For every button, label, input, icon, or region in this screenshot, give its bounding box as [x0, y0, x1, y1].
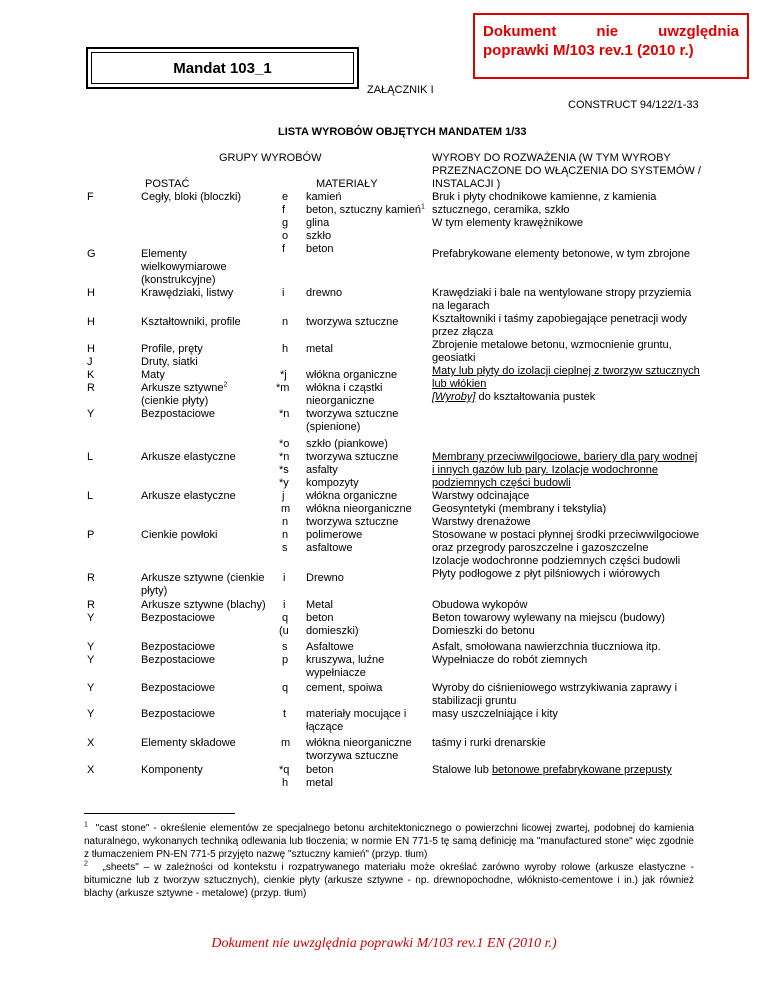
material-code: i: [283, 572, 286, 584]
material-cell: metal: [306, 777, 333, 789]
material-cell: włókna organiczne: [306, 369, 398, 381]
product-cell-italic: [Wyroby]: [432, 391, 476, 403]
group-letter: Y: [87, 408, 95, 420]
product-cell: Domieszki do betonu: [432, 625, 535, 637]
product-cell: [432, 391, 595, 404]
material-cell: beton: [306, 612, 334, 624]
product-cell: stabilizacji gruntu: [432, 695, 517, 707]
product-cell-underlined: betonowe prefabrykowane przepusty: [491, 764, 672, 776]
group-letter: R: [87, 382, 95, 394]
material-code: s: [282, 641, 288, 653]
material-code: h: [282, 777, 289, 789]
product-cell: Asfalt, smołowana nawierzchnia tłuczniowa itp.: [432, 641, 661, 653]
material-cell-text: beton, sztuczny kamień: [306, 204, 421, 216]
material-cell: nieorganiczne: [306, 395, 375, 407]
material-cell: kamień: [306, 191, 342, 203]
product-cell: Warstwy odcinające: [432, 490, 530, 502]
form-cell: Arkusze elastyczne: [141, 451, 236, 463]
group-letter: Y: [87, 641, 95, 653]
material-code: j: [282, 490, 285, 502]
group-letter: Y: [87, 708, 95, 720]
material-cell: (spienione): [306, 421, 361, 433]
group-letter: L: [87, 451, 94, 463]
material-cell: włókna nieorganiczne: [306, 503, 412, 515]
material-cell: szkło: [306, 230, 332, 242]
material-cell: cement, spoiwa: [306, 682, 383, 694]
stamp-line-2: poprawki M/103 rev.1 (2010 r.): [483, 42, 694, 59]
material-cell: szkło (piankowe): [306, 438, 388, 450]
material-cell: materiały mocujące i: [306, 708, 407, 720]
material-code: *n: [279, 451, 290, 463]
header-groups: GRUPY WYROBÓW: [219, 152, 322, 164]
form-cell: Maty: [141, 369, 165, 381]
material-code: i: [283, 599, 286, 611]
header-materials: MATERIAŁY: [316, 178, 378, 190]
group-letter: X: [87, 764, 95, 776]
header-form: POSTAĆ: [145, 178, 190, 190]
footnote-ref: 1: [420, 203, 425, 211]
material-code: *m: [276, 382, 290, 394]
material-cell: tworzywa sztuczne: [306, 408, 399, 420]
product-cell: Beton towarowy wylewany na miejscu (budowy): [432, 612, 665, 624]
material-cell: asfalty: [306, 464, 338, 476]
product-cell: Wyroby do ciśnieniowego wstrzykiwania zaprawy i: [432, 682, 678, 694]
form-cell: Cegły, bloki (bloczki): [141, 191, 242, 203]
material-cell: włókna organiczne: [306, 490, 398, 502]
product-cell: Zbrojenie metalowe betonu, wzmocnienie gruntu,: [432, 339, 672, 351]
material-code: *y: [279, 477, 289, 489]
mandate-title: Mandat 103_1: [91, 52, 354, 84]
material-code: *s: [279, 464, 289, 476]
footer-revision-note: Dokument nie uwzględnia poprawki M/103 rev.1 EN (2010 r.): [211, 936, 557, 951]
footnote-2-text: „sheets" – w zależności od kontekstu i rozpatrywanego materiału może określać zarówno wyroby rolowe (arkusze elastyczne - bitumiczne lub z tworzyw sztucznych), cienkie płyty (arkusze sztywne - np. drewnopochodne, włóknisto-cementowe i in.) jak również blachy (arkusze sztywne - metalowe) (przyp. tłum): [84, 862, 694, 899]
material-cell: łączące: [306, 721, 344, 733]
header-products-3: INSTALACJI ): [432, 178, 501, 190]
material-cell: Asfaltowe: [306, 641, 354, 653]
product-cell: na legarach: [432, 300, 490, 312]
material-cell: wypełniacze: [306, 667, 366, 679]
mandate-title-box: [86, 47, 359, 89]
material-cell: domieszki): [306, 625, 359, 637]
product-cell: W tym elementy krawężnikowe: [432, 217, 583, 229]
product-cell: Obudowa wykopów: [432, 599, 528, 611]
form-cell-text: Arkusze sztywne: [141, 382, 224, 394]
form-cell: (cienkie płyty): [141, 395, 209, 407]
material-code: *o: [279, 438, 290, 450]
material-cell: włókna nieorganiczne: [306, 737, 412, 749]
form-cell: Bezpostaciowe: [141, 408, 215, 420]
material-code: m: [281, 737, 291, 749]
group-letter: H: [87, 316, 95, 328]
group-letter: G: [87, 248, 96, 260]
header-products-1: WYROBY DO ROZWAŻENIA (W TYM WYROBY: [432, 152, 671, 164]
footnote-1: [84, 822, 694, 861]
material-code: s: [282, 542, 288, 554]
material-code: n: [282, 529, 289, 541]
product-cell-text: Stalowe lub: [432, 764, 492, 776]
product-cell: masy uszczelniające i kity: [432, 708, 558, 720]
group-letter: F: [87, 191, 94, 203]
form-cell: Bezpostaciowe: [141, 654, 215, 666]
material-code: n: [282, 516, 289, 528]
group-letter: H: [87, 287, 95, 299]
product-cell: taśmy i rurki drenarskie: [432, 737, 546, 749]
list-title: LISTA WYROBÓW OBJĘTYCH MANDATEM 1/33: [278, 126, 527, 138]
product-cell: Membrany przeciwwilgociowe, bariery dla pary wodnej: [432, 451, 698, 463]
material-cell: kruszywa, luźne: [306, 654, 385, 666]
material-code: f: [282, 243, 286, 255]
stamp-word-1: Dokument: [483, 23, 557, 40]
product-cell: sztucznego, ceramika, szkło: [432, 204, 570, 216]
form-cell: Arkusze sztywne (cienkie: [141, 572, 265, 584]
material-cell: kompozyty: [306, 477, 359, 489]
product-cell: Wypełniacze do robót ziemnych: [432, 654, 588, 666]
material-code: q: [282, 682, 289, 694]
footnote-separator: [84, 813, 235, 814]
group-letter: K: [87, 369, 95, 381]
form-cell: wielkowymiarowe: [141, 261, 227, 273]
product-cell: Krawędziaki i bale na wentylowane stropy przyziemia: [432, 287, 692, 299]
material-code: f: [282, 204, 286, 216]
form-cell: Komponenty: [141, 764, 203, 776]
material-cell: [306, 204, 425, 217]
annex-label: ZAŁĄCZNIK I: [367, 84, 434, 96]
material-cell: tworzywa sztuczne: [306, 516, 399, 528]
material-code: e: [282, 191, 289, 203]
product-cell: i innych gazów lub pary. Izolacje wodochronne: [432, 464, 659, 476]
form-cell: Bezpostaciowe: [141, 708, 215, 720]
form-cell: [141, 382, 227, 395]
footnote-1-number: 1: [84, 821, 88, 829]
product-cell: Izolacje wodochronne podziemnych części budowli: [432, 555, 681, 567]
form-cell: Arkusze elastyczne: [141, 490, 236, 502]
material-code: m: [281, 503, 291, 515]
group-letter: Y: [87, 612, 95, 624]
footnote-2: [84, 861, 694, 900]
red-stamp-notice: [473, 13, 749, 79]
footnote-2-number: 2: [84, 860, 88, 868]
product-cell: Płyty podłogowe z płyt pilśniowych i wiórowych: [432, 568, 661, 580]
group-letter: R: [87, 599, 95, 611]
product-cell: przez złącza: [432, 326, 494, 338]
material-cell: beton: [306, 764, 334, 776]
product-cell: lub włókien: [432, 378, 487, 390]
group-letter: H: [87, 343, 95, 355]
material-code: g: [282, 217, 289, 229]
material-cell: metal: [306, 343, 333, 355]
form-cell: Cienkie powłoki: [141, 529, 218, 541]
group-letter: Y: [87, 682, 95, 694]
material-cell: Drewno: [306, 572, 344, 584]
product-cell: Warstwy drenażowe: [432, 516, 531, 528]
form-cell: Elementy składowe: [141, 737, 236, 749]
product-cell: geosiatki: [432, 352, 476, 364]
group-letter: L: [87, 490, 94, 502]
material-cell: tworzywa sztuczne: [306, 316, 399, 328]
material-cell: włókna i cząstki: [306, 382, 383, 394]
form-cell: Krawędziaki, listwy: [141, 287, 234, 299]
form-cell: (konstrukcyjne): [141, 274, 216, 286]
construct-ref: CONSTRUCT 94/122/1-33: [568, 99, 699, 111]
form-cell: płyty): [141, 585, 168, 597]
material-cell: glina: [306, 217, 330, 229]
material-code: (u: [279, 625, 289, 637]
material-code: t: [283, 708, 287, 720]
product-cell: oraz przegrody paroszczelne i gazoszczelne: [432, 542, 649, 554]
material-code: n: [282, 316, 289, 328]
material-code: o: [282, 230, 289, 242]
form-cell: Druty, siatki: [141, 356, 198, 368]
material-code: q: [282, 612, 289, 624]
product-cell: podziemnych części budowli: [432, 477, 571, 489]
group-letter: R: [87, 572, 95, 584]
group-letter: X: [87, 737, 95, 749]
form-cell: Kształtowniki, profile: [141, 316, 241, 328]
form-cell: Elementy: [141, 248, 187, 260]
material-code: i: [282, 287, 285, 299]
form-cell: Profile, pręty: [141, 343, 203, 355]
material-code: *n: [279, 408, 290, 420]
stamp-word-2: nie: [596, 23, 619, 40]
material-cell: polimerowe: [306, 529, 363, 541]
product-cell: Bruk i płyty chodnikowe kamienne, z kamienia: [432, 191, 657, 203]
product-cell-text: do kształtowania pustek: [475, 391, 596, 403]
material-code: p: [282, 654, 289, 666]
material-code: h: [282, 343, 289, 355]
form-cell: Bezpostaciowe: [141, 641, 215, 653]
group-letter: J: [87, 356, 93, 368]
material-code: *q: [279, 764, 290, 776]
stamp-word-3: uwzględnia: [658, 23, 739, 40]
header-products-2: PRZEZNACZONE DO WŁĄCZENIA DO SYSTEMÓW /: [432, 165, 701, 177]
form-cell: Bezpostaciowe: [141, 682, 215, 694]
product-cell: Geosyntetyki (membrany i tekstylia): [432, 503, 607, 515]
material-cell: tworzywa sztuczne: [306, 451, 399, 463]
product-cell: [432, 764, 672, 777]
group-letter: Y: [87, 654, 95, 666]
material-code: *j: [280, 369, 287, 381]
footnote-ref: 2: [223, 381, 228, 389]
group-letter: P: [87, 529, 95, 541]
material-cell: beton: [306, 243, 334, 255]
product-cell: Kształtowniki i taśmy zapobiegające penetracji wody: [432, 313, 687, 325]
material-cell: tworzywa sztuczne: [306, 750, 399, 762]
form-cell: Bezpostaciowe: [141, 612, 215, 624]
product-cell: Stosowane w postaci płynnej środki przeciwwilgociowe: [432, 529, 700, 541]
material-cell: drewno: [306, 287, 343, 299]
footnote-1-text: "cast stone" - określenie elementów ze specjalnego betonu architektonicznego o powierzchni licowej zwartej, podobnej do kamienia naturalnego, wykonanych techniką odlewania lub tłoczenia; w normie EN 771-5 tę samą definicję ma "manufactured stone" więc zgodnie z tłumaczeniem PN-EN 771-5 przyjęto nazwę "sztuczny kamień" (przyp. tłum): [84, 823, 695, 860]
material-cell: asfaltowe: [306, 542, 353, 554]
product-cell: Prefabrykowane elementy betonowe, w tym zbrojone: [432, 248, 691, 260]
product-cell: Maty lub płyty do izolacji cieplnej z tworzyw sztucznych: [432, 365, 700, 377]
form-cell: Arkusze sztywne (blachy): [141, 599, 266, 611]
material-cell: Metal: [306, 599, 333, 611]
